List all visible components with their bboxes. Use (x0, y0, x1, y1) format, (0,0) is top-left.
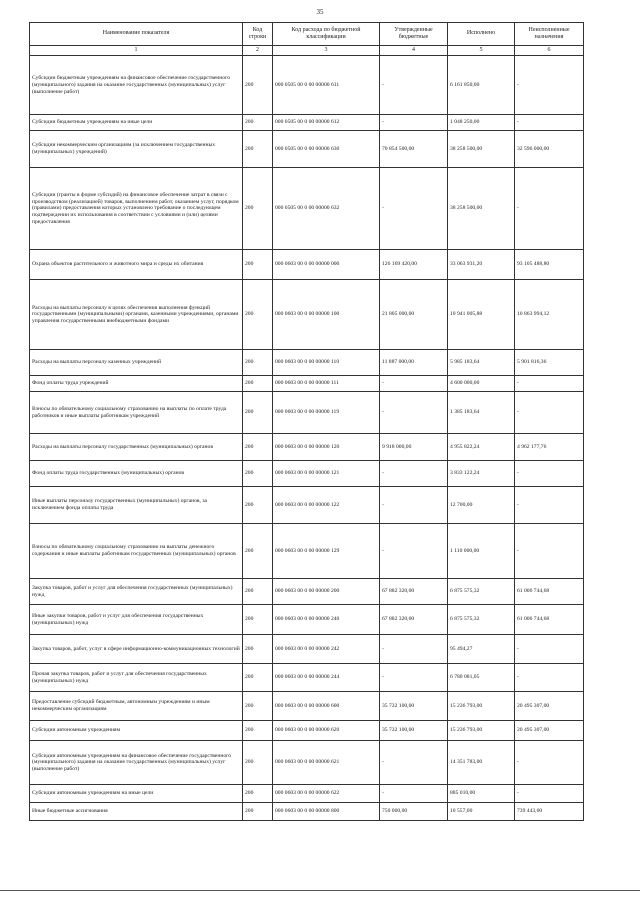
row-executed: 3 833 122,24 (448, 461, 515, 487)
row-executed: 14 351 783,00 (448, 741, 515, 785)
table-row (30, 56, 584, 115)
row-unexecuted: - (515, 635, 584, 664)
row-unexecuted: 32 596 000,00 (515, 131, 584, 168)
column-number: 1 (30, 46, 243, 56)
row-name: Субсидии (гранты в форме субсидий) на финансовое обеспечение затрат в связи с производством (реализацией) товаров, выполнением работ, оказанием услуг, порядком (правилами) предоставления которых установлено требование о последующем подтверждении их использования в соответствии с условиями и (или) целями предоставления (30, 168, 243, 250)
row-unexecuted: - (515, 524, 584, 579)
row-budget-code: 000 0603 00 0 00 00000 600 (273, 692, 380, 721)
row-budget-code: 000 0603 00 0 00 00000 200 (273, 579, 380, 605)
row-budget-code: 000 0603 00 0 00 00000 622 (273, 785, 380, 803)
row-approved: - (380, 115, 448, 131)
header-row (30, 23, 584, 46)
row-approved: - (380, 392, 448, 434)
row-line-code: 200 (243, 803, 273, 821)
row-unexecuted: - (515, 392, 584, 434)
row-name: Взносы по обязательному социальному страхованию на выплаты по оплате труда работников и иные выплаты работникам учреждений (30, 392, 243, 434)
column-number: 4 (380, 46, 448, 56)
row-executed: 6 875 575,32 (448, 579, 515, 605)
row-name: Субсидии автономным учреждениям на финансовое обеспечение государственного (муниципального) задания на оказание государственных (муниципальных) услуг (выполнение работ) (30, 741, 243, 785)
table-row (30, 280, 584, 350)
row-executed: 10 941 005,88 (448, 280, 515, 350)
row-approved: - (380, 461, 448, 487)
row-line-code: 200 (243, 785, 273, 803)
row-approved: - (380, 785, 448, 803)
row-line-code: 200 (243, 350, 273, 376)
row-budget-code: 000 0603 00 0 00 00000 110 (273, 350, 380, 376)
report-body (30, 56, 584, 821)
row-approved: - (380, 376, 448, 392)
row-approved: 35 732 100,00 (380, 692, 448, 721)
row-executed: 1 110 000,00 (448, 524, 515, 579)
row-line-code: 200 (243, 392, 273, 434)
row-unexecuted: - (515, 664, 584, 692)
row-line-code: 200 (243, 250, 273, 280)
table-row (30, 605, 584, 635)
row-line-code: 200 (243, 692, 273, 721)
row-executed: 6 780 081,05 (448, 664, 515, 692)
row-name: Расходы на выплаты персоналу в целях обеспечения выполнения функций государственными (муниципальными) органами, казенными учреждениями, органами управления государственными внебюджетными фондами (30, 280, 243, 350)
row-executed: 38 258 500,00 (448, 168, 515, 250)
row-line-code: 200 (243, 487, 273, 524)
row-name: Иные бюджетные ассигнования (30, 803, 243, 821)
budget-report-table (29, 22, 584, 821)
row-approved: - (380, 524, 448, 579)
row-line-code: 200 (243, 524, 273, 579)
row-name: Закупка товаров, работ и услуг для обеспечения государственных (муниципальных) нужд (30, 579, 243, 605)
row-line-code: 200 (243, 376, 273, 392)
row-name: Субсидии автономным учреждениям на иные цели (30, 785, 243, 803)
row-name: Закупка товаров, работ, услуг в сфере информационно-коммуникационных технологий (30, 635, 243, 664)
row-name: Субсидии бюджетным учреждениям на финансовое обеспечение государственного (муниципального) задания на оказание государственных (муниципальных) услуг (выполнение работ) (30, 56, 243, 115)
table-row (30, 579, 584, 605)
row-line-code: 200 (243, 280, 273, 350)
row-unexecuted: - (515, 785, 584, 803)
table-row (30, 168, 584, 250)
row-budget-code: 000 0603 00 0 00 00000 100 (273, 280, 380, 350)
header-executed: Исполнено (448, 23, 515, 46)
row-budget-code: 000 0603 00 0 00 00000 111 (273, 376, 380, 392)
table-row (30, 664, 584, 692)
row-unexecuted: - (515, 115, 584, 131)
row-budget-code: 000 0603 00 0 00 00000 242 (273, 635, 380, 664)
row-executed: 10 557,00 (448, 803, 515, 821)
row-unexecuted: 4 962 177,76 (515, 434, 584, 461)
row-name: Охрана объектов растительного и животного мира и среды их обитания (30, 250, 243, 280)
row-name: Взносы по обязательному социальному страхованию на выплаты денежного содержания и иные выплаты работникам государственных (муниципальных) органов (30, 524, 243, 579)
row-executed: 1 048 250,00 (448, 115, 515, 131)
row-unexecuted: - (515, 741, 584, 785)
row-executed: 5 985 183,64 (448, 350, 515, 376)
row-budget-code: 000 0603 00 0 00 00000 119 (273, 392, 380, 434)
row-approved: 67 882 320,00 (380, 605, 448, 635)
table-row (30, 785, 584, 803)
row-approved: 750 000,00 (380, 803, 448, 821)
row-unexecuted: - (515, 56, 584, 115)
row-executed: 95 494,27 (448, 635, 515, 664)
row-budget-code: 000 0603 00 0 00 00000 121 (273, 461, 380, 487)
row-line-code: 200 (243, 721, 273, 741)
row-budget-code: 000 0603 00 0 00 00000 621 (273, 741, 380, 785)
table-row (30, 803, 584, 821)
row-name: Иные выплаты персоналу государственных (муниципальных) органов, за исключением фонда оплаты труда (30, 487, 243, 524)
table-row (30, 741, 584, 785)
row-executed: 33 063 931,20 (448, 250, 515, 280)
row-executed: 15 236 793,00 (448, 692, 515, 721)
row-name: Прочая закупка товаров, работ и услуг для обеспечения государственных (муниципальных) нужд (30, 664, 243, 692)
row-budget-code: 000 0603 00 0 00 00000 000 (273, 250, 380, 280)
row-approved: 21 805 000,00 (380, 280, 448, 350)
row-budget-code: 000 0603 00 0 00 00000 240 (273, 605, 380, 635)
row-unexecuted: 20 495 307,00 (515, 721, 584, 741)
row-unexecuted: 61 006 744,68 (515, 605, 584, 635)
table-row (30, 434, 584, 461)
row-approved: 9 918 000,00 (380, 434, 448, 461)
row-approved: - (380, 664, 448, 692)
row-line-code: 200 (243, 635, 273, 664)
row-unexecuted: - (515, 461, 584, 487)
table-row (30, 250, 584, 280)
row-unexecuted: 20 495 307,00 (515, 692, 584, 721)
row-line-code: 200 (243, 741, 273, 785)
row-unexecuted: 10 863 994,12 (515, 280, 584, 350)
header-approved: Утвержденные бюджетные (380, 23, 448, 46)
row-line-code: 200 (243, 115, 273, 131)
row-budget-code: 000 0505 00 0 00 00000 612 (273, 115, 380, 131)
row-line-code: 200 (243, 664, 273, 692)
row-line-code: 200 (243, 461, 273, 487)
row-name: Предоставление субсидий бюджетным, автономным учреждениям и иным некоммерческим организациям (30, 692, 243, 721)
row-budget-code: 000 0603 00 0 00 00000 122 (273, 487, 380, 524)
row-executed: 38 258 500,00 (448, 131, 515, 168)
row-name: Фонд оплаты труда государственных (муниципальных) органов (30, 461, 243, 487)
row-unexecuted: 5 901 816,36 (515, 350, 584, 376)
column-number: 6 (515, 46, 584, 56)
row-executed: 4 600 000,00 (448, 376, 515, 392)
row-unexecuted: 61 006 744,68 (515, 579, 584, 605)
row-budget-code: 000 0603 00 0 00 00000 620 (273, 721, 380, 741)
table-row (30, 376, 584, 392)
row-executed: 15 236 793,00 (448, 721, 515, 741)
row-approved: - (380, 168, 448, 250)
row-line-code: 200 (243, 605, 273, 635)
header-unexecuted: Неисполненные назначения (515, 23, 584, 46)
row-approved: 67 882 320,00 (380, 579, 448, 605)
page-number: 35 (316, 8, 324, 16)
table-row (30, 487, 584, 524)
row-budget-code: 000 0603 00 0 00 00000 129 (273, 524, 380, 579)
row-line-code: 200 (243, 579, 273, 605)
row-name: Субсидии автономным учреждениям (30, 721, 243, 741)
row-unexecuted: - (515, 376, 584, 392)
table-row (30, 461, 584, 487)
row-approved: - (380, 56, 448, 115)
row-line-code: 200 (243, 56, 273, 115)
row-name: Иные закупки товаров, работ и услуг для обеспечения государственных (муниципальных) нужд (30, 605, 243, 635)
row-unexecuted: - (515, 168, 584, 250)
row-approved: 70 854 500,00 (380, 131, 448, 168)
row-budget-code: 000 0603 00 0 00 00000 120 (273, 434, 380, 461)
table-row (30, 635, 584, 664)
row-unexecuted: - (515, 487, 584, 524)
table-row (30, 692, 584, 721)
row-approved: - (380, 635, 448, 664)
table-row (30, 350, 584, 376)
header-budget-code: Код расхода по бюджетной классификации (273, 23, 380, 46)
row-executed: 1 385 183,64 (448, 392, 515, 434)
row-executed: 6 875 575,32 (448, 605, 515, 635)
row-executed: 12 700,00 (448, 487, 515, 524)
row-line-code: 200 (243, 168, 273, 250)
row-line-code: 200 (243, 434, 273, 461)
table-row (30, 131, 584, 168)
table-row (30, 115, 584, 131)
row-name: Расходы на выплаты персоналу государственных (муниципальных) органов (30, 434, 243, 461)
row-executed: 885 010,00 (448, 785, 515, 803)
row-approved: 126 169 420,00 (380, 250, 448, 280)
row-line-code: 200 (243, 131, 273, 168)
row-executed: 4 955 822,24 (448, 434, 515, 461)
column-number: 5 (448, 46, 515, 56)
table-row (30, 524, 584, 579)
row-approved: 11 887 000,00 (380, 350, 448, 376)
row-name: Расходы на выплаты персоналу казенных учреждений (30, 350, 243, 376)
row-approved: - (380, 487, 448, 524)
header-line-code: Код строки (243, 23, 273, 46)
column-number-row (30, 46, 584, 56)
row-budget-code: 000 0505 00 0 00 00000 630 (273, 131, 380, 168)
row-budget-code: 000 0603 00 0 00 00000 244 (273, 664, 380, 692)
row-executed: 6 161 850,00 (448, 56, 515, 115)
bottom-divider (0, 890, 640, 891)
row-unexecuted: 739 443,00 (515, 803, 584, 821)
row-approved: - (380, 741, 448, 785)
header-name: Наименование показателя (30, 23, 243, 46)
row-name: Фонд оплаты труда учреждений (30, 376, 243, 392)
row-unexecuted: 93 105 488,80 (515, 250, 584, 280)
row-budget-code: 000 0505 00 0 00 00000 611 (273, 56, 380, 115)
row-name: Субсидии некоммерческим организациям (за исключением государственных (муниципальных) учреждений) (30, 131, 243, 168)
row-budget-code: 000 0603 00 0 00 00000 800 (273, 803, 380, 821)
table-row (30, 721, 584, 741)
row-approved: 35 732 100,00 (380, 721, 448, 741)
column-number: 3 (273, 46, 380, 56)
column-number: 2 (243, 46, 273, 56)
table-row (30, 392, 584, 434)
row-budget-code: 000 0505 00 0 00 00000 632 (273, 168, 380, 250)
row-name: Субсидии бюджетным учреждениям на иные цели (30, 115, 243, 131)
